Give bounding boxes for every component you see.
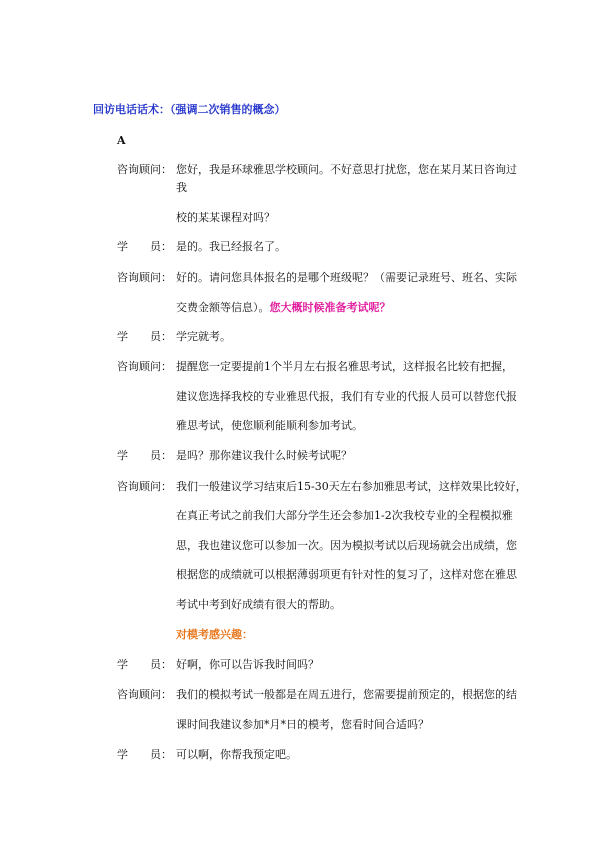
dialogue-line: 我们的模拟考试一般都是在周五进行，您需要提前预定的，根据您的结 [176,688,517,701]
dialogue-line: 您好，我是环球雅思学校顾问。不好意思打扰您，您在某月某日咨询过 [176,163,517,176]
dialogue-line: 根据您的成绩就可以根据薄弱项更有针对性的复习了，这样对您在雅思 [176,568,517,581]
interest-subheading: 对模考感兴趣： [176,628,253,641]
speaker-consultant: 咨询顾问： [117,480,172,493]
speaker-student: 学 员： [117,658,172,671]
speaker-student: 学 员： [117,330,172,343]
section-label: A [117,134,126,147]
dialogue-line: 学完就考。 [176,330,231,343]
dialogue-line: 校的某某课程对吗？ [176,211,275,224]
speaker-student: 学 员： [117,240,172,253]
page-title: 回访电话话术：（强调二次销售的概念） [93,103,286,116]
dialogue-line: 在真正考试之前我们大部分学生还会参加1-2次我校专业的全程模拟雅 [176,509,513,522]
dialogue-line: 考试中考到好成绩有很大的帮助。 [176,598,341,611]
dialogue-line: 课时间我建议参加*月*日的模考，您看时间合适吗？ [176,718,429,731]
dialogue-line: 我们一般建议学习结束后15-30天左右参加雅思考试，这样效果比较好， [176,480,527,493]
dialogue-text: 交费金额等信息）。 [176,301,270,314]
dialogue-line: 是的。我已经报名了。 [176,240,286,253]
speaker-consultant: 咨询顾问： [117,360,172,373]
speaker-consultant: 咨询顾问： [117,688,172,701]
dialogue-line [176,301,391,315]
dialogue-line: 是吗？那你建议我什么时候考试呢？ [176,449,352,462]
speaker-consultant: 咨询顾问： [117,163,172,176]
speaker-student: 学 员： [117,449,172,462]
dialogue-line: 雅思考试，使您顺利能顺利参加考试。 [176,419,363,432]
dialogue-line: 好的。请问您具体报名的是哪个班级呢？（需要记录班号、班名、实际 [176,271,517,284]
speaker-student: 学 员： [117,748,172,761]
dialogue-line: 思，我也建议您可以参加一次。因为模拟考试以后现场就会出成绩，您 [176,539,517,552]
dialogue-line: 提醒您一定要提前1个半月左右报名雅思考试，这样报名比较有把握， [176,360,513,373]
speaker-consultant: 咨询顾问： [117,271,172,284]
dialogue-line: 好啊，你可以告诉我时间吗？ [176,658,319,671]
highlight-question: 您大概时候准备考试呢？ [269,301,391,314]
dialogue-line: 可以啊，你帮我预定吧。 [176,748,297,761]
dialogue-line: 我 [176,181,187,194]
dialogue-line: 建议您选择我校的专业雅思代报，我们有专业的代报人员可以替您代报 [176,390,517,403]
